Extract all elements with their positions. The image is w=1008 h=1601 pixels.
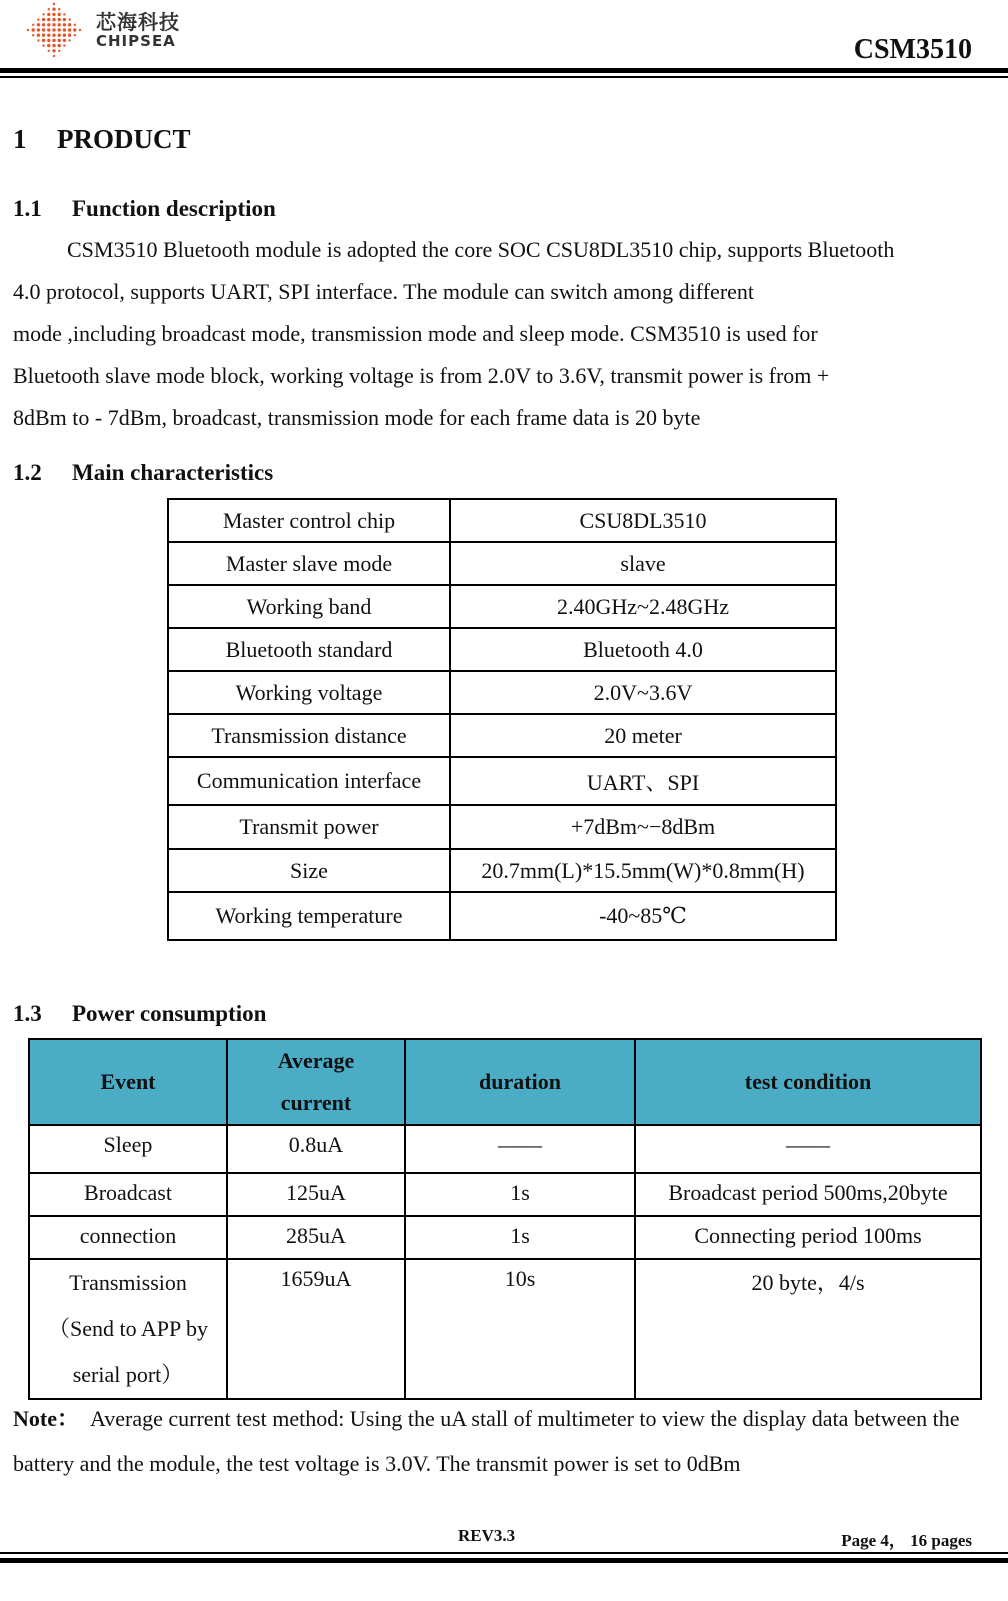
logo-dot <box>48 8 50 10</box>
note-label: Note： <box>13 1406 79 1431</box>
logo-dot <box>79 29 81 31</box>
spec-key: Working band <box>168 585 450 628</box>
logo-dot <box>74 24 76 26</box>
logo-dot <box>52 39 55 42</box>
logo-dot <box>63 18 66 21</box>
logo-dot <box>53 3 55 5</box>
logo-dot <box>42 23 45 26</box>
subsection-number: 1.1 <box>13 196 42 221</box>
column-header: duration <box>405 1039 635 1125</box>
paragraph-line: 4.0 protocol, supports UART, SPI interface. The module can switch among different <box>13 279 755 304</box>
logo-dot <box>68 34 71 37</box>
note <box>13 1396 1003 1486</box>
logo-dot <box>42 28 45 31</box>
spec-key: Communication interface <box>168 757 450 805</box>
subsection-heading-1-1 <box>13 196 276 222</box>
logo-dot <box>58 34 61 37</box>
logo-dot <box>63 23 66 26</box>
logo-dot <box>47 23 50 26</box>
table-cell: Broadcast period 500ms,20byte <box>635 1173 981 1216</box>
logo-dot <box>52 49 55 52</box>
table-cell: 20 byte，4/s <box>635 1259 981 1399</box>
table-cell <box>29 1259 227 1399</box>
paragraph-line: mode ,including broadcast mode, transmission mode and sleep mode. CSM3510 is used for <box>13 321 818 346</box>
subsection-title: Power consumption <box>72 1001 267 1026</box>
table-cell: 1s <box>405 1216 635 1259</box>
logo-dot <box>58 13 61 16</box>
spec-value: 20 meter <box>450 714 836 757</box>
table-header-row <box>29 1039 981 1125</box>
logo-dot <box>37 34 40 37</box>
table-row <box>168 892 836 940</box>
subsection-title: Main characteristics <box>72 460 274 485</box>
table-cell: 1659uA <box>227 1259 405 1399</box>
column-header-text: Average current <box>277 1048 355 1115</box>
footer-rule-thin <box>0 1552 1008 1554</box>
logo-dot <box>68 28 71 31</box>
logo-dot <box>42 18 45 21</box>
logo-dot <box>52 34 55 37</box>
logo-dot <box>42 13 44 15</box>
spec-key: Working temperature <box>168 892 450 940</box>
section-number: 1 <box>13 124 27 154</box>
logo-dot <box>58 23 61 26</box>
subsection-number: 1.3 <box>13 1001 42 1026</box>
logo-dot <box>47 28 50 31</box>
column-header: Event <box>29 1039 227 1125</box>
spec-key: Master control chip <box>168 499 450 542</box>
logo-dot <box>32 28 35 31</box>
spec-value: +7dBm~−8dBm <box>450 805 836 849</box>
table-cell: Connecting period 100ms <box>635 1216 981 1259</box>
logo-dot <box>52 28 55 31</box>
logo-dot <box>58 18 61 21</box>
table-row <box>168 671 836 714</box>
function-description <box>13 229 993 439</box>
logo-dot <box>47 34 50 37</box>
logo-dot <box>32 34 34 36</box>
logo-dot <box>58 50 60 52</box>
table-row <box>168 585 836 628</box>
note-text: Average current test method: Using the uA stall of multimeter to view the display data between the battery and the module, the test voltage is 3.0V. The transmit power is set to 0dBm <box>13 1406 960 1476</box>
spec-key: Transmit power <box>168 805 450 849</box>
spec-value: 2.0V~3.6V <box>450 671 836 714</box>
spec-value: UART、SPI <box>450 757 836 805</box>
section-heading <box>13 124 191 155</box>
logo-dot <box>37 39 39 41</box>
logo-dot <box>48 50 50 52</box>
column-header: test condition <box>635 1039 981 1125</box>
logo-dot <box>63 39 66 42</box>
table-cell: 0.8uA <box>227 1125 405 1173</box>
paragraph-line: Bluetooth slave mode block, working voltage is from 2.0V to 3.6V, transmit power is from + <box>13 363 830 388</box>
table-cell: 1s <box>405 1173 635 1216</box>
footer-revision: REV3.3 <box>458 1526 516 1545</box>
subsection-heading-1-3 <box>13 1001 266 1027</box>
table-cell: Broadcast <box>29 1173 227 1216</box>
table-cell: —— <box>405 1125 635 1173</box>
spec-key: Size <box>168 849 450 892</box>
logo-dot <box>42 44 44 46</box>
table-row <box>168 805 836 849</box>
table-row <box>168 628 836 671</box>
spec-value: 20.7mm(L)*15.5mm(W)*0.8mm(H) <box>450 849 836 892</box>
table-row <box>168 849 836 892</box>
characteristics-table <box>167 498 837 941</box>
spec-key: Transmission distance <box>168 714 450 757</box>
logo-dot <box>47 39 50 42</box>
logo-dot <box>68 39 70 41</box>
logo-dot <box>52 18 55 21</box>
logo-dot <box>53 55 55 57</box>
logo-dot <box>74 34 76 36</box>
paragraph-line: CSM3510 Bluetooth module is adopted the core SOC CSU8DL3510 chip, supports Bluetooth <box>67 237 895 262</box>
subsection-number: 1.2 <box>13 460 42 485</box>
logo-dot <box>63 44 65 46</box>
logo-dot <box>42 39 45 42</box>
logo-dot <box>63 13 65 15</box>
logo-dot <box>42 34 45 37</box>
logo-dot <box>52 13 55 16</box>
section-title: PRODUCT <box>57 124 191 154</box>
power-consumption-table <box>28 1038 982 1400</box>
column-header <box>227 1039 405 1125</box>
logo-dot <box>58 39 61 42</box>
logo-dot <box>73 28 76 31</box>
logo-dot <box>27 29 29 31</box>
spec-key: Working voltage <box>168 671 450 714</box>
logo-dot <box>68 18 70 20</box>
logo-dot <box>58 28 61 31</box>
table-cell: —— <box>635 1125 981 1173</box>
table-cell: connection <box>29 1216 227 1259</box>
logo-dot <box>52 8 55 11</box>
logo-dot <box>37 23 40 26</box>
table-row <box>29 1259 981 1399</box>
spec-key: Master slave mode <box>168 542 450 585</box>
header-rule-thin <box>0 76 1008 78</box>
spec-value: -40~85℃ <box>450 892 836 940</box>
logo-dot <box>63 34 66 37</box>
spec-value: 2.40GHz~2.48GHz <box>450 585 836 628</box>
logo-text-en: CHIPSEA <box>96 32 176 50</box>
table-row <box>168 757 836 805</box>
subsection-heading-1-2 <box>13 460 273 486</box>
footer-rule <box>0 1558 1008 1563</box>
logo-dot <box>52 44 55 47</box>
logo-dot <box>52 23 55 26</box>
table-row <box>168 714 836 757</box>
table-row <box>29 1125 981 1173</box>
spec-key: Bluetooth standard <box>168 628 450 671</box>
doc-id: CSM3510 <box>853 34 972 65</box>
table-row <box>168 542 836 585</box>
header-rule <box>0 68 1008 73</box>
table-cell: 125uA <box>227 1173 405 1216</box>
table-row <box>168 499 836 542</box>
spec-value: Bluetooth 4.0 <box>450 628 836 671</box>
logo-dot <box>37 28 40 31</box>
logo-dot <box>58 44 61 47</box>
table-row <box>29 1173 981 1216</box>
table-cell: Sleep <box>29 1125 227 1173</box>
spec-value: CSU8DL3510 <box>450 499 836 542</box>
paragraph-line: 8dBm to - 7dBm, broadcast, transmission mode for each frame data is 20 byte <box>13 405 701 430</box>
logo-dot <box>47 44 50 47</box>
table-cell: 285uA <box>227 1216 405 1259</box>
cell-text: Transmission（Send to APP by serial port） <box>48 1270 208 1387</box>
spec-value: slave <box>450 542 836 585</box>
logo-dot <box>68 23 71 26</box>
logo-dot <box>47 18 50 21</box>
logo-dot <box>47 13 50 16</box>
table-cell: 10s <box>405 1259 635 1399</box>
logo-dot <box>32 24 34 26</box>
footer-page-number: Page 4， 16 pages <box>841 1531 972 1550</box>
subsection-title: Function description <box>72 196 276 221</box>
table-row <box>29 1216 981 1259</box>
logo-text-cn: 芯海科技 <box>96 10 180 34</box>
logo-dot <box>37 18 39 20</box>
logo-dot <box>63 28 66 31</box>
logo-dot <box>58 8 60 10</box>
